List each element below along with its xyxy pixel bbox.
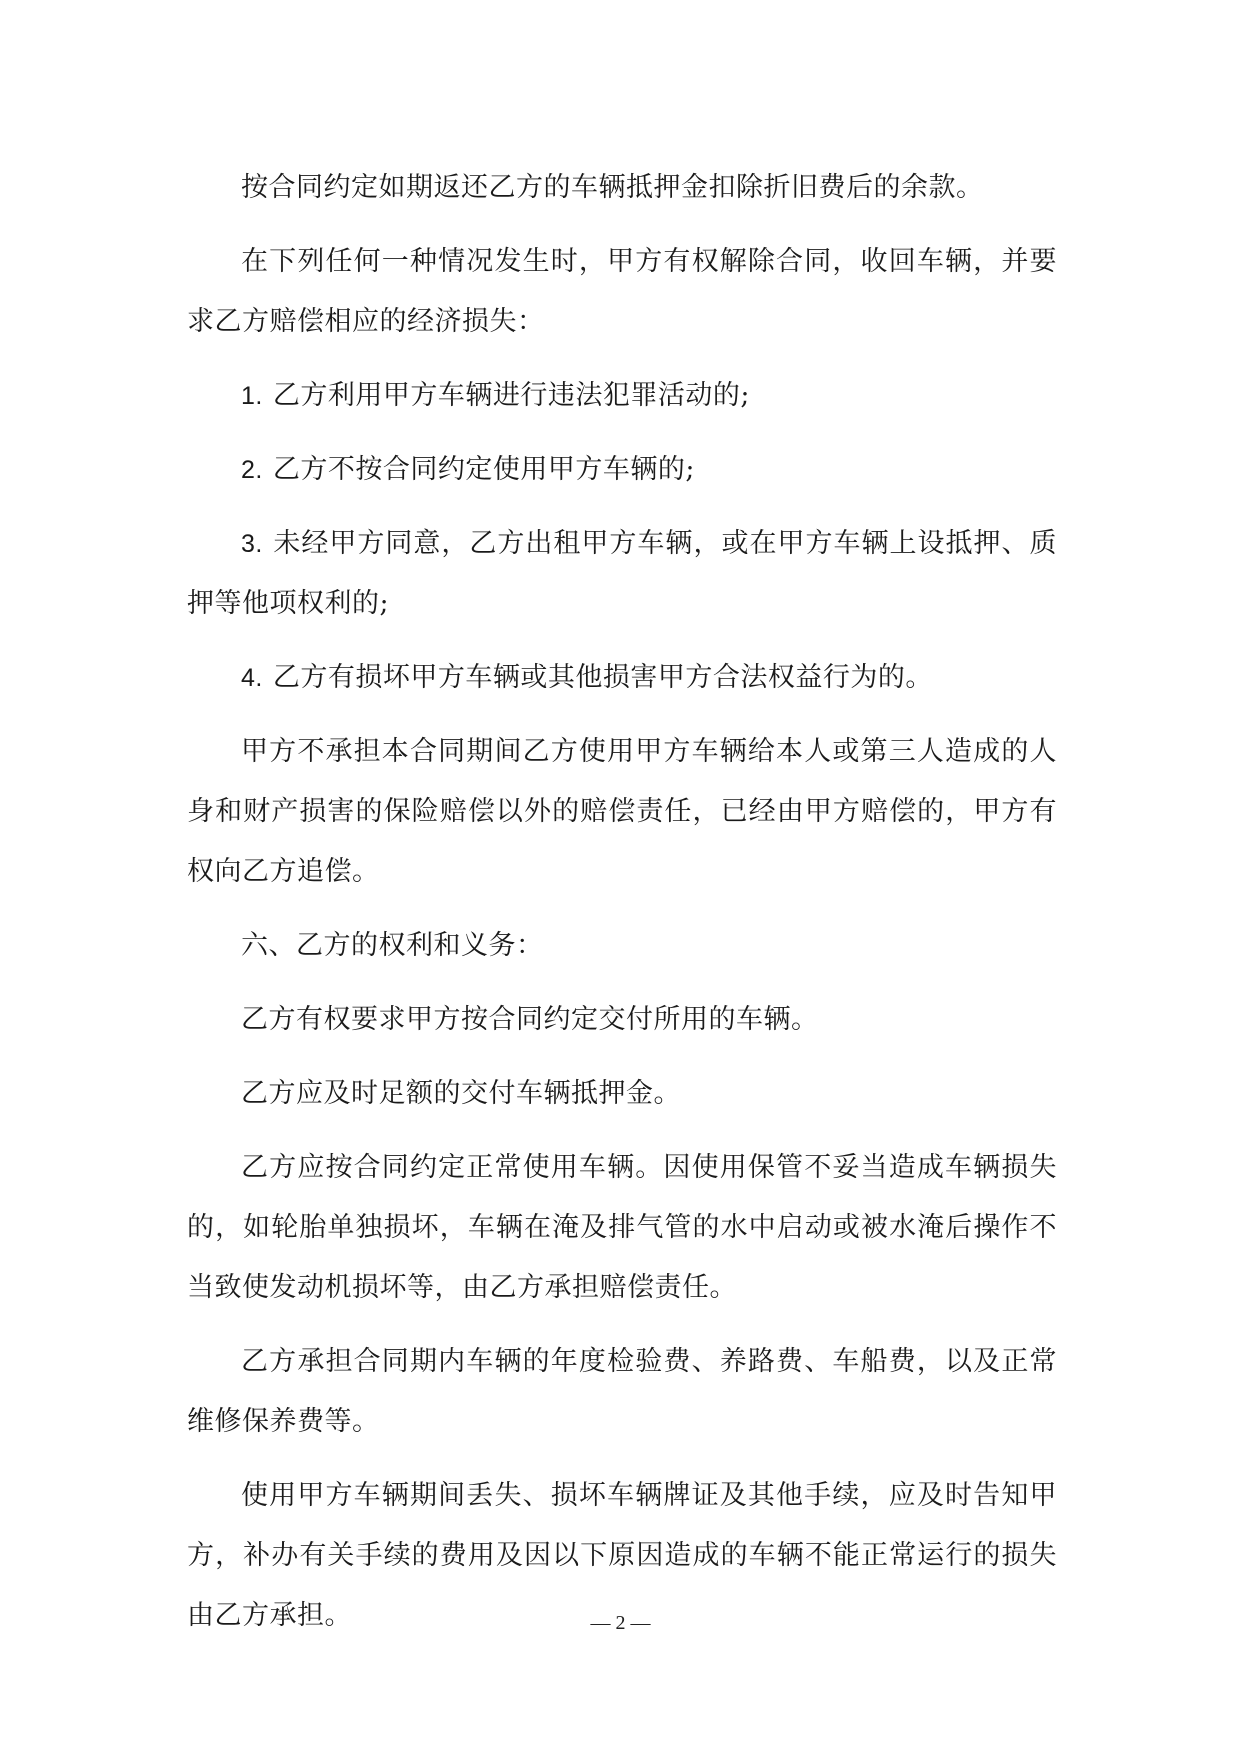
list-item-3 — [187, 514, 1057, 634]
paragraph-liability-exclusion: 甲方不承担本合同期间乙方使用甲方车辆给本人或第三人造成的人身和财产损害的保险赔偿以外的赔偿责任，已经由甲方赔偿的，甲方有权向乙方追偿。 — [187, 736, 1057, 887]
list-item-text: 未经甲方同意，乙方出租甲方车辆，或在甲方车辆上设抵押、质押等他项权利的; — [187, 528, 1057, 619]
list-item-number: 2. — [241, 456, 263, 484]
list-item-number: 4. — [241, 664, 263, 692]
list-item-4 — [187, 648, 1057, 708]
list-item-2 — [187, 440, 1057, 500]
paragraph-lost-documents: 使用甲方车辆期间丢失、损坏车辆牌证及其他手续，应及时告知甲方，补办有关手续的费用及因以下原因造成的车辆不能正常运行的损失由乙方承担。 — [187, 1480, 1057, 1631]
paragraph-termination-conditions: 在下列任何一种情况发生时，甲方有权解除合同，收回车辆，并要求乙方赔偿相应的经济损失： — [187, 246, 1057, 337]
page-number: — 2 — — [590, 1612, 651, 1634]
paragraph-pay-deposit: 乙方应及时足额的交付车辆抵押金。 — [241, 1078, 681, 1109]
list-item-text: 乙方不按合同约定使用甲方车辆的; — [272, 454, 695, 485]
list-item-number: 3. — [241, 530, 263, 558]
list-item-1 — [187, 366, 1057, 426]
section-heading-party-b-rights: 六、乙方的权利和义务： — [241, 930, 544, 961]
list-item-text: 乙方有损坏甲方车辆或其他损害甲方合法权益行为的。 — [272, 662, 933, 693]
paragraph-normal-use: 乙方应按合同约定正常使用车辆。因使用保管不妥当造成车辆损失的，如轮胎单独损坏，车辆在淹及排气管的水中启动或被水淹后操作不当致使发动机损坏等，由乙方承担赔偿责任。 — [187, 1152, 1057, 1303]
paragraph-refund-deposit: 按合同约定如期返还乙方的车辆抵押金扣除折旧费后的余款。 — [241, 172, 984, 203]
list-item-number: 1. — [241, 382, 263, 410]
paragraph-right-to-vehicle: 乙方有权要求甲方按合同约定交付所用的车辆。 — [241, 1004, 819, 1035]
list-item-text: 乙方利用甲方车辆进行违法犯罪活动的; — [272, 380, 750, 411]
document-body — [187, 158, 1057, 1660]
paragraph-fees: 乙方承担合同期内车辆的年度检验费、养路费、车船费，以及正常维修保养费等。 — [187, 1346, 1057, 1437]
